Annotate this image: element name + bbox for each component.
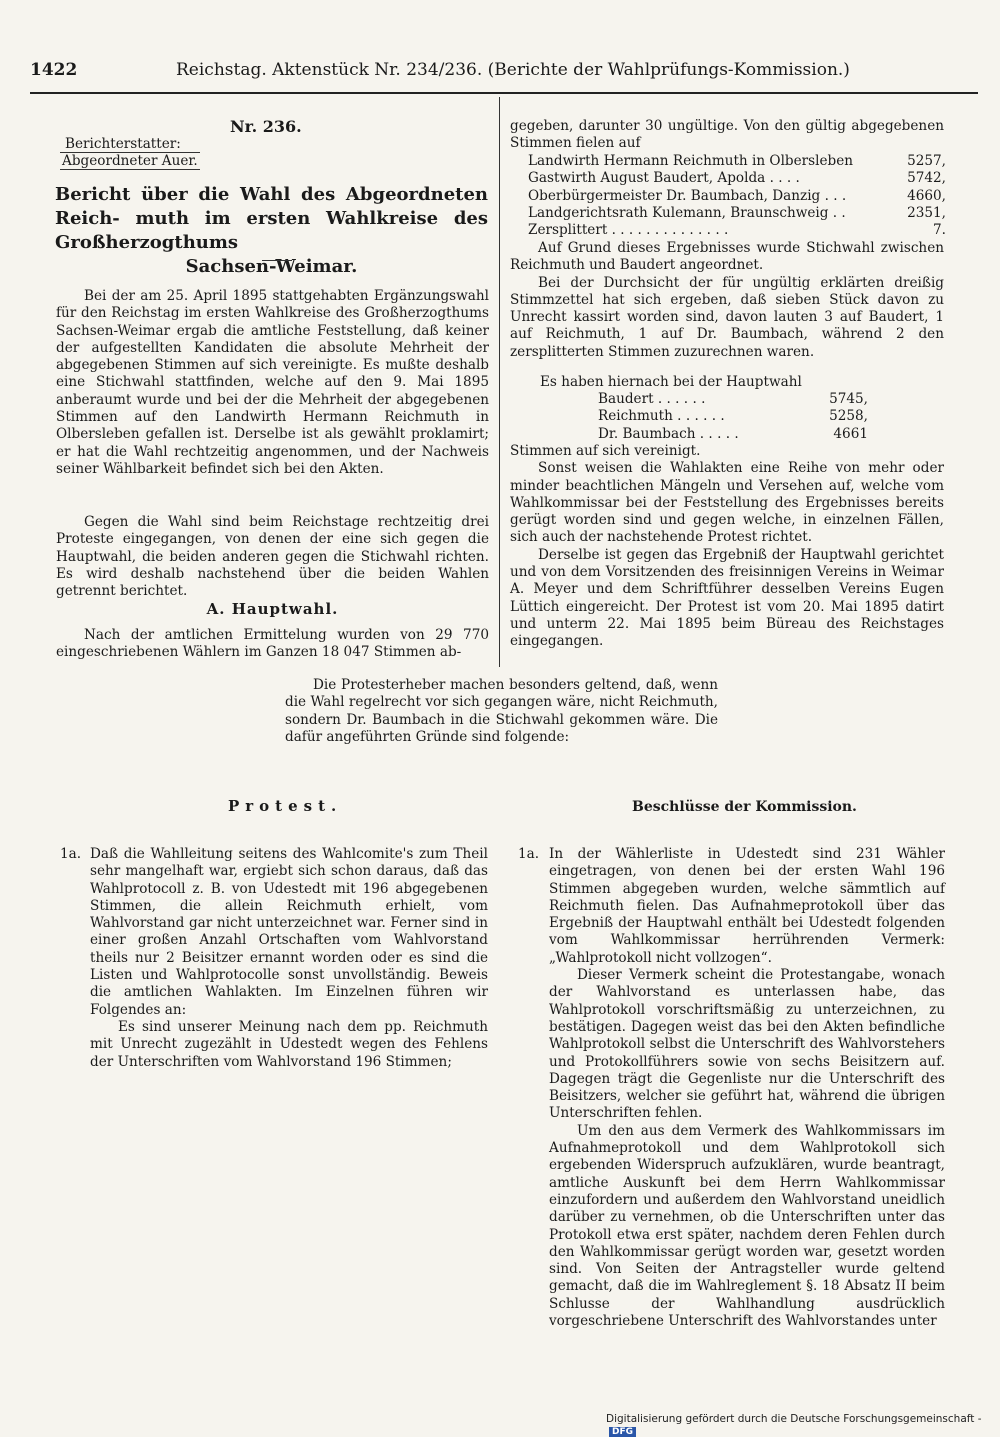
section-heading-hauptwahl: A. Hauptwahl.: [206, 600, 339, 618]
results-row: Zersplittert . . . . . . . . . . . . . . 7.: [528, 222, 946, 239]
reporter-label: Berichterstatter:: [65, 136, 181, 152]
running-title: Reichstag. Aktenstück Nr. 234/236. (Berichte der Wahlprüfungs-Kommission.): [176, 60, 850, 80]
title-line: Bericht über die Wahl des Abgeordneten Reich-: [55, 184, 488, 229]
results-table-2: [598, 391, 868, 443]
left-paragraph-1: Bei der am 25. April 1895 stattgehabten Ergänzungswahl für den Reichstag im ersten Wahlkreise des Großherzogthums Sachsen-Weimar ergab die amtliche Feststellung, daß keiner der aufgestellten Kandidaten die absolute Mehrheit der abgegebenen Stimmen auf sich vereinigte. Es mußte deshalb eine Stichwahl stattfinden, welche auf den 9. Mai 1895 anberaumt wurde und bei der die Mehrheit der abgegebenen Stimmen auf den Landwirth Hermann Reichmuth in Olbersleben gefallen ist. Derselbe ist als gewählt proklamirt; er hat die Wahl rechtzeitig angenommen, und der Nachweis seiner Wählbarkeit befindet sich bei den Akten.: [56, 288, 489, 477]
right-paragraph-1: gegeben, darunter 30 ungültige. Von den gültig abgegebenen Stimmen fielen auf: [510, 118, 944, 152]
right-paragraph-5: Stimmen auf sich vereinigt. Sonst weisen die Wahlakten eine Reihe von mehr oder minder beachtlichen Mängeln und Versehen auf, welche vom Wahlkommissar bei der Feststellung des Ergebnisses bereits gerügt worden sind und gegen welche, in einzelnen Fällen, sich auch der nachstehende Protest richtet. Derselbe ist gegen das Ergebniß der Hauptwahl gerichtet und von dem Vorsitzenden des freisinnigen Vereins in Weimar A. Meyer und dem Schriftführer desselben Vereins Eugen Lüttich eingereicht. Der Protest ist vom 20. Mai 1895 datirt und unterm 22. Mai 1895 beim Büreau des Reichstages eingegangen.: [510, 443, 944, 650]
page-number: 1422: [30, 60, 78, 80]
report-number: Nr. 236.: [230, 117, 302, 136]
title-line: Sachsen-Weimar.: [185, 256, 358, 277]
results-row: Baudert . . . . . . 5745,: [598, 391, 868, 407]
beschluesse-heading: Beschlüsse der Kommission.: [632, 799, 857, 815]
left-paragraph-2: Gegen die Wahl sind beim Reichstage rechtzeitig drei Proteste eingegangen, von denen der eine sich gegen die Hauptwahl, die beiden anderen gegen die Stichwahl richten. Es wird deshalb nachstehend über die beiden Wahlen getrennt berichtet.: [56, 514, 489, 600]
results-row: Gastwirth August Baudert, Apolda . . . . 5742,: [528, 170, 946, 187]
report-title: [55, 183, 488, 279]
credit-text: Digitalisierung gefördert durch die Deutsche Forschungsgemeinschaft -: [606, 1413, 982, 1425]
dfg-logo: DFG: [609, 1427, 636, 1437]
results-row: Landwirth Hermann Reichmuth in Olbersleben 5257,: [528, 153, 946, 169]
title-line: muth im ersten Wahlkreise des Großherzogthums: [55, 208, 488, 253]
right-paragraph-2: Auf Grund dieses Ergebnisses wurde Stichwahl zwischen Reichmuth und Baudert angeordnet. Bei der Durchsicht der für ungültig erklärten dreißig Stimmzettel hat sich ergeben, daß sieben Stück davon zu Unrecht kassirt worden sind, davon lauten 3 auf Baudert, 1 auf Reichmuth, 1 auf Dr. Baumbach, während 2 den zersplitterten Stimmen zuzurechnen waren.: [510, 240, 944, 360]
running-header: [30, 60, 970, 88]
column-divider: [499, 97, 500, 667]
title-separator: [262, 260, 292, 261]
left-paragraph-3: Nach der amtlichen Ermittelung wurden von 29 770 eingeschriebenen Wählern im Ganzen 18 047 Stimmen ab-: [56, 627, 489, 661]
right-paragraph-4: Es haben hiernach bei der Hauptwahl: [540, 374, 802, 390]
beschluesse-item-number: 1a.: [518, 846, 540, 862]
results-table: [528, 153, 946, 239]
beschluesse-text: In der Wählerliste in Udestedt sind 231 Wähler eingetragen, von denen bei der ersten Wahl 196 Stimmen abgegeben wurden, welche sämmtlich auf Reichmuth fielen. Das Aufnahmeprotokoll über das Ergebniß der Hauptwahl enthält bei Udestedt folgenden vom Wahlkommissar herrührenden Vermerk: „Wahlprotokoll nicht vollzogen“. Dieser Vermerk scheint die Protestangabe, wonach der Wahlvorstand es unterlassen habe, das Wahlprotokoll vorschriftsmäßig zu unterzeichnen, zu bestätigen. Dagegen weist das bei den Akten befindliche Wahlprotokoll selbst die Unterschrift des Wahlvorstehers und Protokollführers sowie von sechs Beisitzern auf. Dagegen trägt die Gegenliste nur die Unterschrift des Beisitzers, welcher sie geführt hat, während die übrigen Unterschriften fehlen. Um den aus dem Vermerk des Wahlkommissars im Aufnahmeprotokoll und dem Wahlprotokoll sich ergebenden Widerspruch aufzuklären, wurde beantragt, amtliche Auskunft bei dem Herrn Wahlkommissar einzufordern und außerdem den Wahlvorstand uneidlich darüber zu vernehmen, ob die Unterschriften unter das Protokoll etwa erst später, nachdem deren Fehlen durch den Wahlkommissar gerügt worden war, gesetzt worden sind. Von Seiten der Antragsteller wurde geltend gemacht, daß die im Wahlreglement §. 18 Absatz II beim Schlusse der Wahlhandlung ausdrücklich vorgeschriebene Unterschrift des Wahlvorstandes unter: [549, 846, 945, 1330]
reporter-name: Abgeordneter Auer.: [62, 153, 198, 169]
header-rule: [30, 92, 978, 94]
center-paragraph: Die Protesterheber machen besonders geltend, daß, wenn die Wahl regelrecht vor sich gegangen wäre, nicht Reichmuth, sondern Dr. Baumbach in die Stichwahl gekommen wäre. Die dafür angeführten Gründe sind folgende:: [285, 677, 718, 745]
results-row: Reichmuth . . . . . . 5258,: [598, 408, 868, 425]
results-row: Oberbürgermeister Dr. Baumbach, Danzig . . . 4660,: [528, 187, 946, 204]
results-row: Dr. Baumbach . . . . . 4661: [598, 425, 868, 442]
protest-heading: Protest.: [228, 797, 343, 815]
results-row: Landgerichtsrath Kulemann, Braunschweig . . 2351,: [528, 204, 946, 221]
protest-text: Daß die Wahlleitung seitens des Wahlcomite's zum Theil sehr mangelhaft war, ergiebt sich schon daraus, daß das Wahlprotocoll z. B. von Udestedt mit 196 abgegebenen Stimmen, die allein Reichmuth erhielt, vom Wahlvorstand gar nicht unterzeichnet war. Ferner sind in einer großen Anzahl Ortschaften vom Wahlvorstand theils nur 2 Beisitzer ernannt worden oder es sind die Listen und Wahlprotocolle sonst unvollständig. Beweis die amtlichen Wahlakten. Im Einzelnen führen wir Folgendes an: Es sind unserer Meinung nach dem pp. Reichmuth mit Unrecht zugezählt in Udestedt wegen des Fehlens der Unterschriften vom Wahlvorstand 196 Stimmen;: [90, 846, 488, 1070]
protest-item-number: 1a.: [60, 846, 82, 862]
digitization-credit: [606, 1413, 1000, 1437]
